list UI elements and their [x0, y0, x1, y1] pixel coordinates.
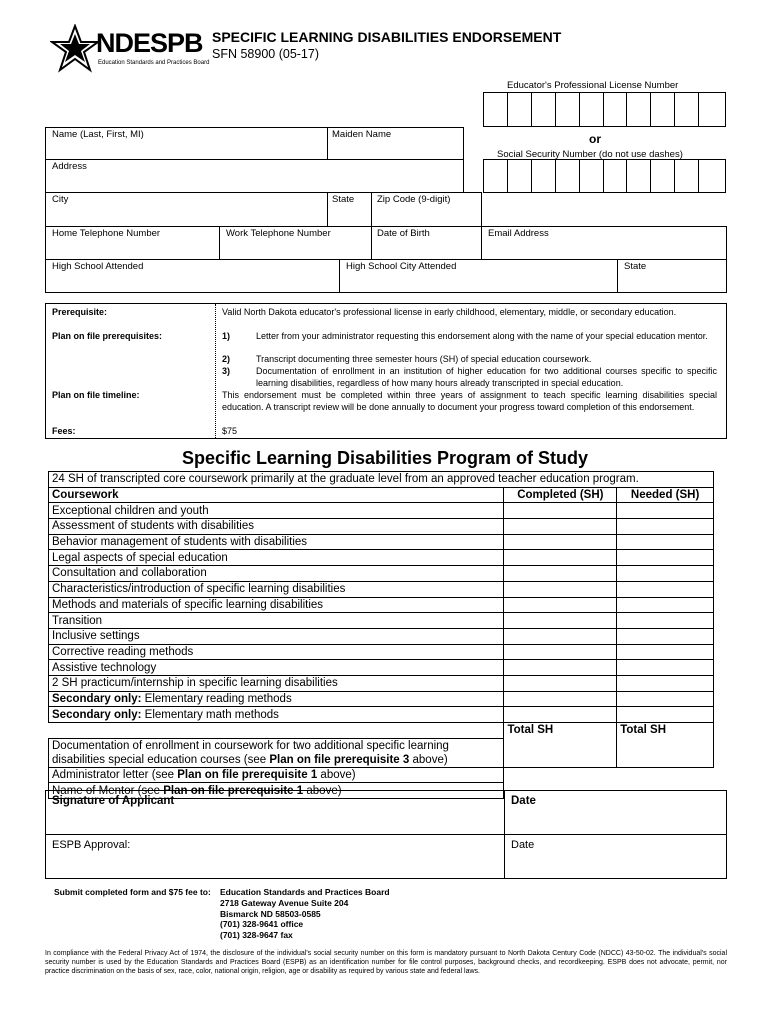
mentor-row: Name of Mentor (see Plan on file prerequisite 1 above) — [49, 783, 714, 799]
email-field[interactable]: Email Address — [481, 226, 727, 260]
work-phone-field[interactable]: Work Telephone Number — [219, 226, 372, 260]
ssn-label: Social Security Number (do not use dashes) — [497, 149, 683, 160]
program-heading: Specific Learning Disabilities Program of Study — [181, 448, 589, 468]
applicant-signature-field[interactable]: Signature of Applicant — [45, 790, 505, 835]
espb-approval-field[interactable]: ESPB Approval: — [45, 834, 505, 879]
item-2-num: 2) — [222, 354, 231, 364]
table-row: Exceptional children and youth — [49, 503, 714, 519]
home-phone-field[interactable]: Home Telephone Number — [45, 226, 220, 260]
form-title: SPECIFIC LEARNING DISABILITIES ENDORSEMENT — [212, 29, 562, 45]
form-number: SFN 58900 (05-17) — [212, 47, 320, 61]
license-number-boxes[interactable] — [483, 92, 726, 127]
total-needed-label: Total SH — [617, 723, 714, 768]
state-field[interactable]: State — [327, 192, 372, 227]
item-3-num: 3) — [222, 366, 231, 376]
prerequisite-label: Prerequisite: — [52, 307, 108, 317]
espb-date-field[interactable]: Date — [504, 834, 727, 879]
submit-label: Submit completed form and $75 fee to: — [54, 887, 211, 897]
prerequisite-text: Valid North Dakota educator's professional license in early childhood, elementary, middle, or secondary education. — [222, 307, 677, 317]
espb-logo — [50, 24, 210, 76]
maiden-name-field[interactable]: Maiden Name — [327, 127, 464, 160]
col-completed: Completed (SH) — [504, 487, 617, 503]
license-label: Educator's Professional License Number — [507, 80, 679, 91]
table-row: Transition — [49, 613, 714, 629]
address-field[interactable]: Address — [45, 159, 464, 193]
table-row: Corrective reading methods — [49, 644, 714, 660]
item-2-text: Transcript documenting three semester hours (SH) of special education coursework. — [256, 354, 592, 364]
zip-field[interactable]: Zip Code (9-digit) — [371, 192, 482, 227]
table-row: Behavior management of students with disabilities — [49, 534, 714, 550]
fees-label: Fees: — [52, 426, 76, 436]
plan-prereq-label: Plan on file prerequisites: — [52, 331, 163, 341]
ssn-boxes[interactable] — [483, 159, 726, 193]
table-row: Consultation and collaboration — [49, 566, 714, 582]
item-3-text: Documentation of enrollment in an institution of higher education for two additional courses specific to specific learning disabilities, regardless of how many hours already transcripted in special education. — [256, 366, 717, 388]
item-1-text: Letter from your administrator requesting this endorsement along with the name of your special education mentor. — [256, 331, 708, 341]
enrollment-doc-row: Documentation of enrollment in coursework for two additional specific learning disabilities special education courses (see Plan on file prerequisite 3 above) — [49, 738, 504, 767]
name-field[interactable]: Name (Last, First, MI) — [45, 127, 328, 160]
program-table — [48, 471, 714, 799]
admin-letter-row: Administrator letter (see Plan on file prerequisite 1 above) — [49, 767, 714, 783]
dob-field[interactable]: Date of Birth — [371, 226, 482, 260]
requirements-divider — [215, 304, 216, 438]
privacy-notice: In compliance with the Federal Privacy Act of 1974, the disclosure of the individual's social security number on this form is mandatory pursuant to North Dakota Century Code (NDCC) 43-50-02. The individual's social security number is used by the Education Standards and Practices Board (ESPB) as an identification number for file control purposes, background checks, and recordkeeping. ESPB does not advocate, permit, nor practice discrimination on the basis of sex, race, color, national origin, religion, age or disability as required by various state and federal laws. — [45, 950, 727, 975]
table-row: Inclusive settings — [49, 628, 714, 644]
logo-text: NDESPB — [96, 28, 203, 58]
total-completed-label: Total SH — [504, 723, 617, 768]
table-row: Methods and materials of specific learning disabilities — [49, 597, 714, 613]
table-row: Characteristics/introduction of specific learning disabilities — [49, 581, 714, 597]
high-school-city-field[interactable]: High School City Attended — [339, 259, 618, 293]
high-school-field[interactable]: High School Attended — [45, 259, 340, 293]
timeline-text: This endorsement must be completed within three years of assignment to teach specific learning disabilities special education. A transcript review will be done annually to document your progress toward completion of this endorsement. — [222, 390, 717, 412]
table-row: Assistive technology — [49, 660, 714, 676]
timeline-label: Plan on file timeline: — [52, 390, 140, 400]
submit-address: Education Standards and Practices Board 2718 Gateway Avenue Suite 204 Bismarck ND 58503-0585 (701) 328-9641 office (701) 328-9647 fax — [220, 887, 390, 941]
applicant-date-field[interactable]: Date — [504, 790, 727, 835]
col-needed: Needed (SH) — [617, 487, 714, 503]
item-1-num: 1) — [222, 331, 231, 341]
table-row: Secondary only: Elementary reading methods — [49, 691, 714, 707]
fees-text: $75 — [222, 426, 238, 436]
table-row: Assessment of students with disabilities — [49, 519, 714, 535]
col-coursework: Coursework — [49, 487, 504, 503]
star-logo-icon — [50, 24, 100, 74]
or-label: or — [589, 132, 601, 146]
program-intro: 24 SH of transcripted core coursework primarily at the graduate level from an approved teacher education program. — [49, 472, 714, 488]
high-school-state-field[interactable]: State — [617, 259, 727, 293]
table-row: Secondary only: Elementary math methods — [49, 707, 714, 723]
city-field[interactable]: City — [45, 192, 328, 227]
table-row: Legal aspects of special education — [49, 550, 714, 566]
logo-subtitle: Education Standards and Practices Board — [98, 60, 210, 66]
table-row: 2 SH practicum/internship in specific learning disabilities — [49, 675, 714, 691]
